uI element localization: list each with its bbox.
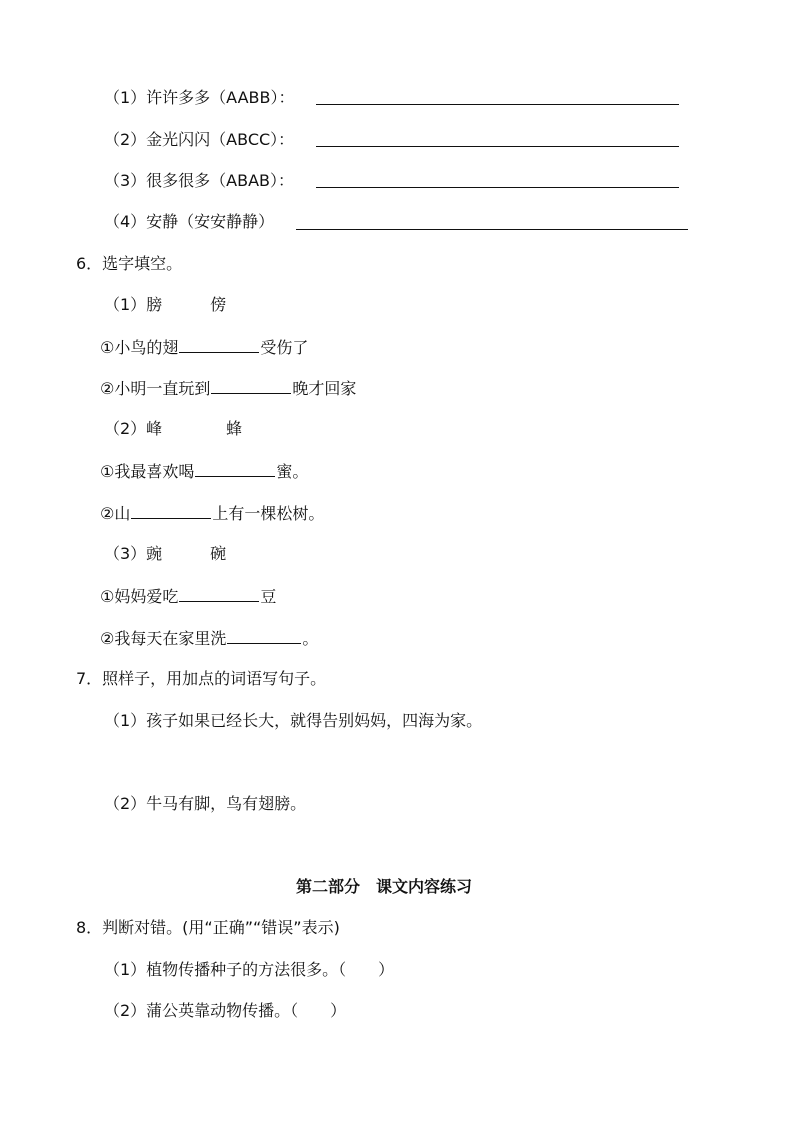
q6-2-sentence-2 xyxy=(100,502,324,525)
sentence-text: ①妈妈爱吃 xyxy=(100,587,179,606)
sentence-text: 蜜。 xyxy=(276,462,309,481)
q6-pair-2: （2）峰 蜂 xyxy=(104,419,243,438)
fill-blank[interactable] xyxy=(227,627,301,644)
q5-item-3-answer-line[interactable] xyxy=(316,187,679,188)
q6-1-sentence-2 xyxy=(100,377,356,400)
sentence-text: 。 xyxy=(302,629,319,648)
sentence-text: ②山 xyxy=(100,504,131,523)
sentence-text: ①我最喜欢喝 xyxy=(100,462,195,481)
q5-item-2 xyxy=(104,129,294,151)
sentence-text: ②小明一直玩到 xyxy=(100,379,211,398)
fill-blank[interactable] xyxy=(211,377,291,394)
fill-blank[interactable] xyxy=(179,336,259,353)
q6-title: 6．选字填空。 xyxy=(76,254,183,273)
section-2-heading: 第二部分 课文内容练习 xyxy=(296,877,473,896)
q7-item-2: （2）牛马有脚，鸟有翅膀。 xyxy=(104,794,307,813)
sentence-text: 豆 xyxy=(260,587,277,606)
q5-item-4 xyxy=(104,211,274,233)
q8-item-1: （1）植物传播种子的方法很多。（ ） xyxy=(104,960,395,979)
q5-item-1-label: （1）许许多多（AABB）： xyxy=(104,88,295,107)
q7-item-1: （1）孩子如果已经长大，就得告别妈妈，四海为家。 xyxy=(104,711,483,730)
sentence-text: ②我每天在家里洗 xyxy=(100,629,227,648)
q5-item-3-label: （3）很多很多（ABAB）： xyxy=(104,171,295,190)
q6-3-sentence-2 xyxy=(100,627,318,650)
q5-item-4-label: （4）安静（安安静静） xyxy=(104,212,275,231)
q6-pair-3: （3）豌 碗 xyxy=(104,544,227,563)
q5-item-1 xyxy=(104,87,294,109)
q5-item-1-answer-line[interactable] xyxy=(316,104,679,105)
q6-pair-1: （1）膀 傍 xyxy=(104,295,227,314)
sentence-text: ①小鸟的翅 xyxy=(100,338,179,357)
q6-1-sentence-1 xyxy=(100,336,308,359)
sentence-text: 晚才回家 xyxy=(292,379,357,398)
q8-title: 8．判断对错。(用“正确”“错误”表示) xyxy=(76,918,340,937)
q5-item-2-answer-line[interactable] xyxy=(316,146,679,147)
q8-item-2: （2）蒲公英靠动物传播。（ ） xyxy=(104,1001,347,1020)
q5-item-3 xyxy=(104,170,294,192)
fill-blank[interactable] xyxy=(179,585,259,602)
q6-2-sentence-1 xyxy=(100,460,308,483)
q5-item-2-label: （2）金光闪闪（ABCC）： xyxy=(104,130,295,149)
q6-3-sentence-1 xyxy=(100,585,276,608)
fill-blank[interactable] xyxy=(131,502,211,519)
sentence-text: 受伤了 xyxy=(260,338,309,357)
fill-blank[interactable] xyxy=(195,460,275,477)
q5-item-4-answer-line[interactable] xyxy=(296,229,688,230)
q7-title: 7．照样子，用加点的词语写句子。 xyxy=(76,669,327,688)
sentence-text: 上有一棵松树。 xyxy=(212,504,325,523)
